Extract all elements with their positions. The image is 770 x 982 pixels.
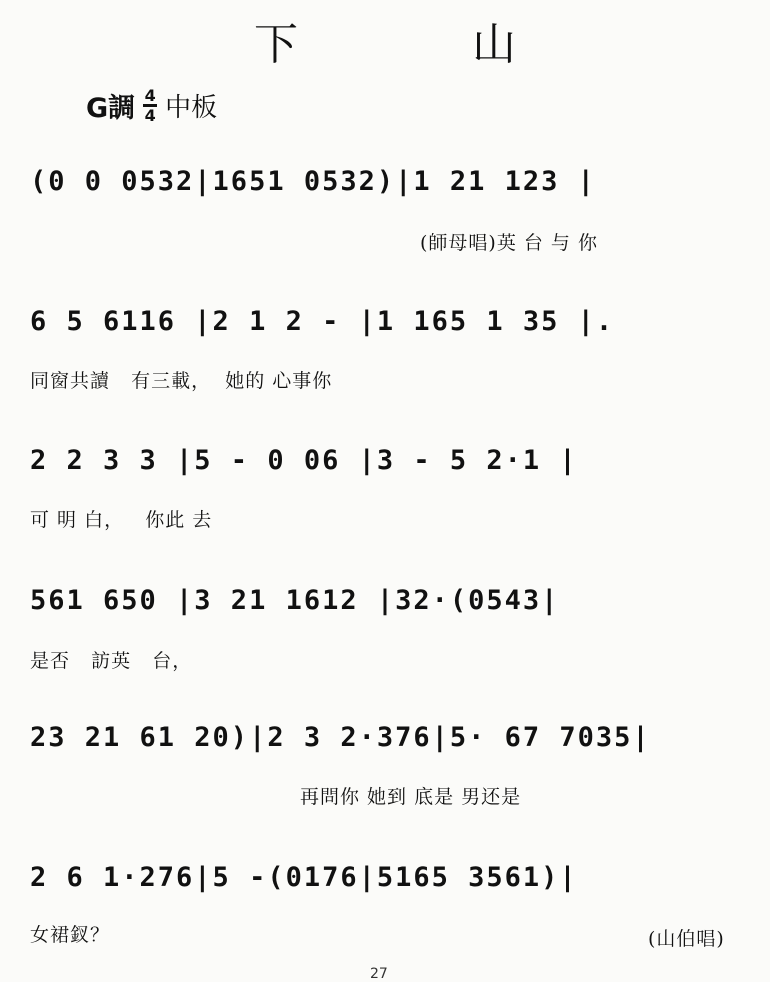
page-number: 27 bbox=[370, 966, 388, 982]
staff-system-3 bbox=[30, 445, 750, 499]
singer-note: (山伯唱) bbox=[648, 928, 725, 950]
notes-line: 23 21 61 20)|2 3 2·376|5· 67 7035| bbox=[30, 722, 651, 753]
time-signature bbox=[143, 87, 157, 124]
staff-system-4 bbox=[30, 585, 750, 639]
key-signature bbox=[86, 86, 217, 125]
notes-line: 561 650 |3 21 1612 |32·(0543| bbox=[30, 585, 560, 616]
notes-line: 6 5 6116 |2 1 2 - |1 165 1 35 |. bbox=[30, 306, 615, 337]
tempo-marking: 中板 bbox=[165, 93, 218, 123]
time-bottom: 4 bbox=[144, 106, 156, 125]
notes-line: (0 0 0532|1651 0532)|1 21 123 | bbox=[30, 166, 596, 197]
staff-system-6 bbox=[30, 862, 750, 916]
lyrics-line: 是否 訪英 台， bbox=[30, 650, 193, 672]
lyrics-line: 再問你 她到 底是 男还是 bbox=[300, 786, 522, 808]
staff-system-5 bbox=[30, 722, 750, 776]
staff-system-2 bbox=[30, 306, 750, 360]
lyrics-line: (師母唱)英 台 与 你 bbox=[420, 232, 598, 254]
notes-line: 2 2 3 3 |5 - 0 06 |3 - 5 2·1 | bbox=[30, 445, 578, 476]
key-name: G調 bbox=[86, 93, 136, 124]
lyrics-line: 可 明 白， 你此 去 bbox=[30, 509, 213, 531]
notes-line: 2 6 1·276|5 -(0176|5165 3561)| bbox=[30, 862, 578, 893]
lyrics-line: 同窗共讀 有三載， 她的 心事你 bbox=[30, 370, 333, 392]
lyrics-line: 女裙釵？ bbox=[30, 924, 111, 946]
time-top: 4 bbox=[144, 86, 156, 105]
song-title: 下 山 bbox=[254, 19, 596, 70]
staff-system-1 bbox=[30, 166, 750, 220]
